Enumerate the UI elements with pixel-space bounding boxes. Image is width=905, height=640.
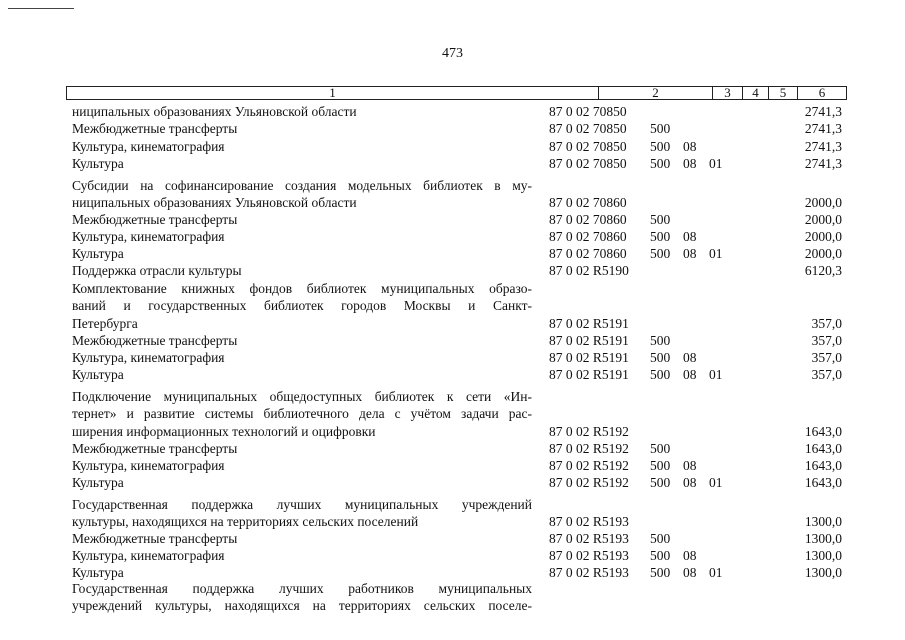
row-code: 87 0 02 R5193 bbox=[549, 531, 629, 546]
row-code: 87 0 02 R5191 bbox=[549, 367, 629, 382]
row-col4: 08 bbox=[683, 475, 697, 490]
row-code: 87 0 02 R5192 bbox=[549, 441, 629, 456]
row-col4: 08 bbox=[683, 156, 697, 171]
row-amount: 2741,3 bbox=[804, 121, 842, 136]
row-code: 87 0 02 70860 bbox=[549, 229, 627, 244]
row-col3: 500 bbox=[650, 458, 671, 473]
page-number: 473 bbox=[442, 46, 463, 61]
row-amount: 357,0 bbox=[811, 333, 842, 348]
row-description: Культура, кинематография bbox=[72, 458, 225, 473]
column-header-3: 3 bbox=[712, 87, 742, 99]
row-description: Культура, кинематография bbox=[72, 139, 225, 154]
row-amount: 357,0 bbox=[811, 316, 842, 331]
row-amount: 1643,0 bbox=[804, 458, 842, 473]
row-description: Подключение муниципальных общедоступных библиотек к сети «Ин- bbox=[72, 389, 532, 404]
row-col3: 500 bbox=[650, 139, 671, 154]
row-col3: 500 bbox=[650, 565, 671, 580]
row-description: Культура bbox=[72, 246, 124, 261]
row-col5: 01 bbox=[709, 246, 723, 261]
row-code: 87 0 02 R5193 bbox=[549, 548, 629, 563]
row-code: 87 0 02 70850 bbox=[549, 139, 627, 154]
row-col3: 500 bbox=[650, 367, 671, 382]
row-amount: 357,0 bbox=[811, 350, 842, 365]
row-description: Межбюджетные трансферты bbox=[72, 212, 238, 227]
row-amount: 2000,0 bbox=[804, 229, 842, 244]
row-code: 87 0 02 R5191 bbox=[549, 350, 629, 365]
row-code: 87 0 02 R5193 bbox=[549, 514, 629, 529]
row-description: культуры, находящихся на территориях сельских поселений bbox=[72, 514, 419, 529]
row-amount: 2741,3 bbox=[804, 139, 842, 154]
row-amount: 1300,0 bbox=[804, 548, 842, 563]
row-description: Культура bbox=[72, 565, 124, 580]
row-code: 87 0 02 70850 bbox=[549, 156, 627, 171]
row-col3: 500 bbox=[650, 121, 671, 136]
row-amount: 357,0 bbox=[811, 367, 842, 382]
row-code: 87 0 02 R5190 bbox=[549, 263, 629, 278]
row-amount: 1643,0 bbox=[804, 441, 842, 456]
row-col3: 500 bbox=[650, 548, 671, 563]
row-description: Государственная поддержка лучших работников муниципальных bbox=[72, 581, 532, 596]
row-col4: 08 bbox=[683, 367, 697, 382]
row-amount: 2000,0 bbox=[804, 195, 842, 210]
row-description: Петербурга bbox=[72, 316, 138, 331]
row-description: ширения информационных технологий и оцифровки bbox=[72, 424, 376, 439]
row-col3: 500 bbox=[650, 531, 671, 546]
row-code: 87 0 02 70850 bbox=[549, 121, 627, 136]
row-col5: 01 bbox=[709, 475, 723, 490]
row-code: 87 0 02 70850 bbox=[549, 104, 627, 119]
row-description: Поддержка отрасли культуры bbox=[72, 263, 242, 278]
row-description: Комплектование книжных фондов библиотек муниципальных образо- bbox=[72, 281, 532, 296]
column-header-row bbox=[66, 86, 847, 100]
row-description: ниципальных образованиях Ульяновской области bbox=[72, 104, 357, 119]
row-col4: 08 bbox=[683, 565, 697, 580]
row-code: 87 0 02 R5192 bbox=[549, 475, 629, 490]
row-description: тернет» и развитие системы библиотечного дела с учётом задачи рас- bbox=[72, 406, 532, 421]
row-col5: 01 bbox=[709, 367, 723, 382]
row-code: 87 0 02 R5193 bbox=[549, 565, 629, 580]
row-col4: 08 bbox=[683, 458, 697, 473]
row-col3: 500 bbox=[650, 156, 671, 171]
row-description: Культура, кинематография bbox=[72, 350, 225, 365]
row-description: ниципальных образованиях Ульяновской области bbox=[72, 195, 357, 210]
row-col5: 01 bbox=[709, 565, 723, 580]
row-amount: 6120,3 bbox=[804, 263, 842, 278]
row-description: Субсидии на софинансирование создания модельных библиотек в му- bbox=[72, 178, 532, 193]
row-code: 87 0 02 70860 bbox=[549, 195, 627, 210]
row-col3: 500 bbox=[650, 212, 671, 227]
row-col3: 500 bbox=[650, 350, 671, 365]
row-description: Межбюджетные трансферты bbox=[72, 121, 238, 136]
row-description: ваний и государственных библиотек городов Москвы и Санкт- bbox=[72, 298, 532, 313]
row-col3: 500 bbox=[650, 229, 671, 244]
row-amount: 1300,0 bbox=[804, 565, 842, 580]
row-code: 87 0 02 70860 bbox=[549, 212, 627, 227]
row-col3: 500 bbox=[650, 441, 671, 456]
top-rule bbox=[8, 8, 74, 9]
row-description: Культура, кинематография bbox=[72, 548, 225, 563]
row-col4: 08 bbox=[683, 246, 697, 261]
row-col4: 08 bbox=[683, 139, 697, 154]
column-header-2: 2 bbox=[598, 87, 712, 99]
column-header-4: 4 bbox=[742, 87, 768, 99]
row-description: Государственная поддержка лучших муниципальных учреждений bbox=[72, 497, 532, 512]
row-description: Межбюджетные трансферты bbox=[72, 333, 238, 348]
row-col5: 01 bbox=[709, 156, 723, 171]
row-code: 87 0 02 R5191 bbox=[549, 333, 629, 348]
row-col4: 08 bbox=[683, 548, 697, 563]
row-amount: 1300,0 bbox=[804, 514, 842, 529]
row-description: Культура bbox=[72, 367, 124, 382]
row-description: Межбюджетные трансферты bbox=[72, 531, 238, 546]
row-amount: 1300,0 bbox=[804, 531, 842, 546]
column-header-1: 1 bbox=[329, 85, 336, 100]
row-amount: 1643,0 bbox=[804, 475, 842, 490]
row-description: Культура, кинематография bbox=[72, 229, 225, 244]
row-code: 87 0 02 70860 bbox=[549, 246, 627, 261]
row-description: Межбюджетные трансферты bbox=[72, 441, 238, 456]
row-col3: 500 bbox=[650, 333, 671, 348]
row-col4: 08 bbox=[683, 350, 697, 365]
row-code: 87 0 02 R5192 bbox=[549, 458, 629, 473]
row-amount: 1643,0 bbox=[804, 424, 842, 439]
row-col4: 08 bbox=[683, 229, 697, 244]
row-col3: 500 bbox=[650, 475, 671, 490]
row-amount: 2000,0 bbox=[804, 212, 842, 227]
column-header-6: 6 bbox=[797, 87, 846, 99]
row-description: Культура bbox=[72, 156, 124, 171]
row-col3: 500 bbox=[650, 246, 671, 261]
row-amount: 2741,3 bbox=[804, 156, 842, 171]
row-description: Культура bbox=[72, 475, 124, 490]
row-amount: 2741,3 bbox=[804, 104, 842, 119]
row-amount: 2000,0 bbox=[804, 246, 842, 261]
column-header-5: 5 bbox=[768, 87, 797, 99]
row-description: учреждений культуры, находящихся на территориях сельских поселе- bbox=[72, 598, 532, 613]
row-code: 87 0 02 R5192 bbox=[549, 424, 629, 439]
row-code: 87 0 02 R5191 bbox=[549, 316, 629, 331]
